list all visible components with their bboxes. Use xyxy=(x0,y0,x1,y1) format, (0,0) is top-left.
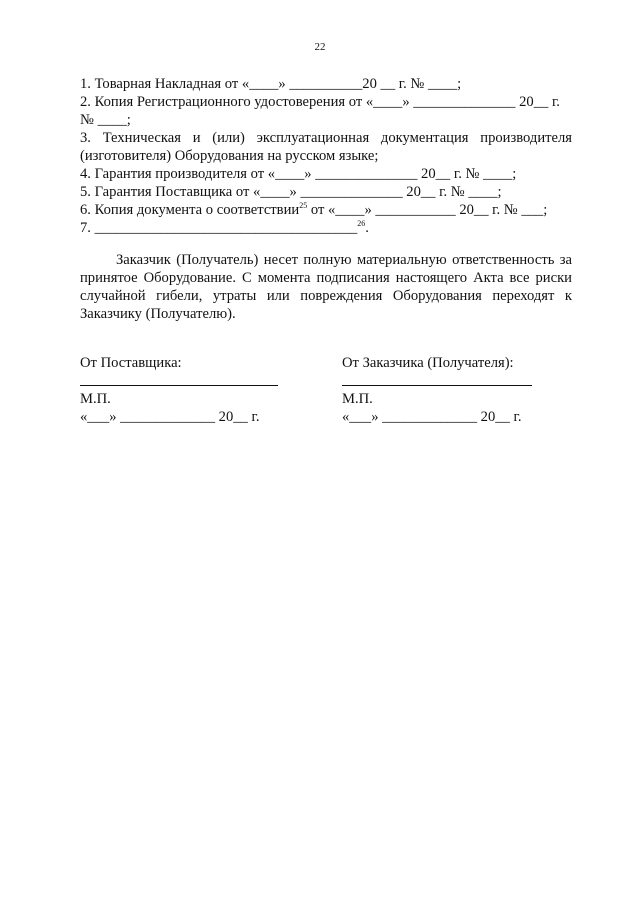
customer-label: От Заказчика (Получателя): xyxy=(342,355,514,371)
list-item-7 xyxy=(80,219,572,237)
supplier-signature-block xyxy=(80,354,300,434)
paragraph-line-2: принятое Оборудование. С момента подписания настоящего Акта все риски xyxy=(80,270,572,286)
list-item-6-tail: от «____» ___________ 20__ г. № ___; xyxy=(307,202,548,218)
page-number: 22 xyxy=(314,41,326,53)
list-item-2-line-2: № ____; xyxy=(80,112,131,128)
list-item-3-line-1: 3. Техническая и (или) эксплуатационная документация производителя xyxy=(80,130,572,146)
paragraph-line-4: Заказчику (Получателю). xyxy=(80,306,236,322)
list-item-5: 5. Гарантия Поставщика от «____» ______________ 20__ г. № ____; xyxy=(80,184,502,200)
supplier-date: «___» _____________ 20__ г. xyxy=(80,409,260,425)
customer-date: «___» _____________ 20__ г. xyxy=(342,409,522,425)
footnote-ref-25: 25 xyxy=(299,201,308,211)
list-item-7-text: 7. ____________________________________ xyxy=(80,220,358,236)
list-item-1: 1. Товарная Накладная от «____» __________20 __ г. № ____; xyxy=(80,76,462,92)
customer-stamp: М.П. xyxy=(342,391,373,407)
list-item-4: 4. Гарантия производителя от «____» ______________ 20__ г. № ____; xyxy=(80,166,517,182)
supplier-stamp: М.П. xyxy=(80,391,111,407)
supplier-label: От Поставщика: xyxy=(80,355,182,371)
list-item-6-text: 6. Копия документа о соответствии xyxy=(80,202,300,218)
list-item-3-line-2: (изготовителя) Оборудования на русском языке; xyxy=(80,148,379,164)
customer-signature-block xyxy=(342,354,572,434)
footnote-ref-26: 26 xyxy=(357,219,366,229)
list-item-2-line-1: 2. Копия Регистрационного удостоверения от «____» ______________ 20__ г. xyxy=(80,94,560,110)
customer-signature-line xyxy=(342,385,532,386)
list-item-7-tail: . xyxy=(365,220,369,236)
paragraph-line-3: случайной гибели, утраты или повреждения Оборудования переходят к xyxy=(80,288,572,304)
paragraph-line-1: Заказчик (Получатель) несет полную материальную ответственность за xyxy=(116,252,572,268)
supplier-signature-line xyxy=(80,385,278,386)
list-item-6 xyxy=(80,201,572,219)
